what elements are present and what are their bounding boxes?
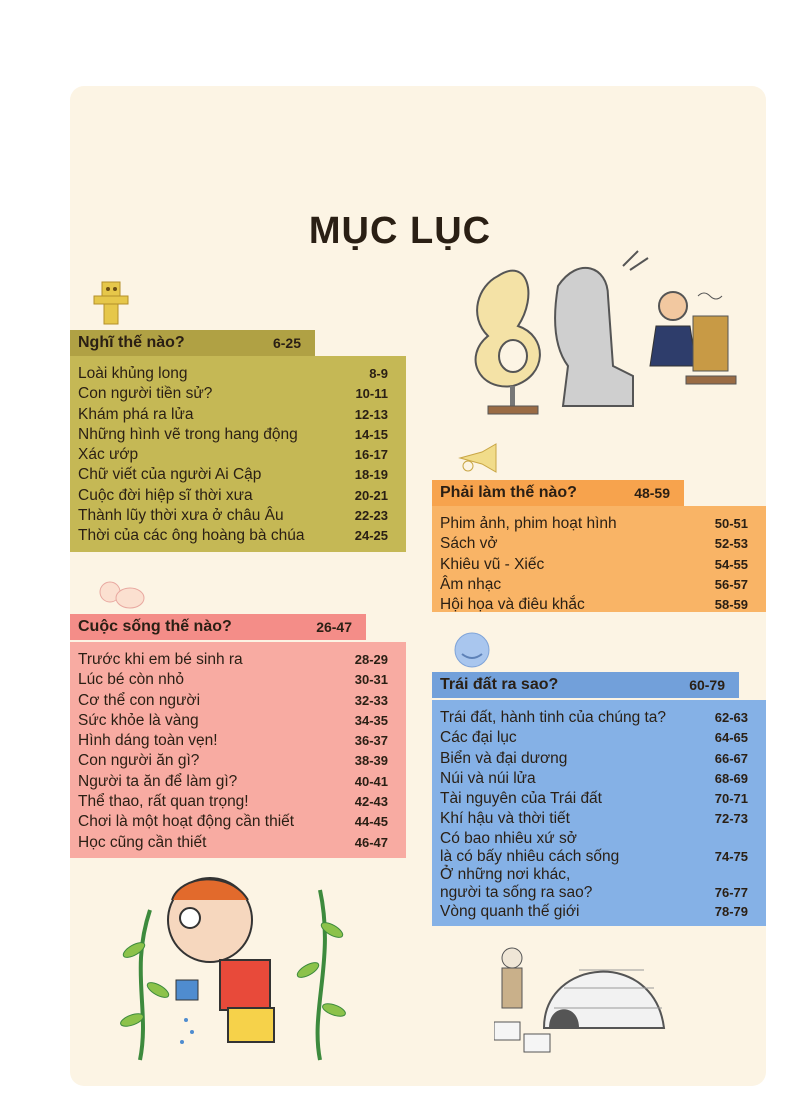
boy-watering-plants-illustration — [120, 870, 360, 1070]
toc-entry[interactable] — [78, 711, 388, 731]
toc-entry-title: Lúc bé còn nhỏ — [78, 671, 185, 689]
moon-face-illustration — [452, 630, 492, 670]
section-header-earth[interactable] — [432, 672, 739, 698]
toc-entry-pages: 8-9 — [369, 366, 388, 381]
toc-entry[interactable] — [78, 384, 388, 404]
section-list-earth — [432, 700, 766, 926]
toc-entry[interactable] — [440, 789, 748, 809]
toc-entry-pages: 58-59 — [714, 597, 748, 613]
totem-figure-illustration — [88, 276, 134, 330]
toc-entry-title: Cuộc đời hiệp sĩ thời xưa — [78, 486, 253, 504]
toc-entry[interactable] — [440, 575, 748, 595]
section-range: 6-25 — [272, 335, 301, 351]
toc-entry-title: Chữ viết của người Ai Cập — [78, 466, 262, 484]
toc-entry-pages: 74-75 — [714, 848, 748, 864]
toc-entry-pages: 32-33 — [354, 692, 388, 708]
toc-entry-title: Học cũng cần thiết — [78, 833, 207, 851]
toc-entry[interactable] — [440, 769, 748, 789]
toc-entry[interactable] — [78, 833, 388, 853]
toc-entry-pages: 30-31 — [354, 672, 388, 688]
toc-entry-title: Thành lũy thời xưa ở châu Âu — [78, 507, 284, 525]
toc-entry-title: Tài nguyên của Trái đất — [440, 790, 602, 808]
section-list-think — [70, 356, 406, 552]
section-header-life[interactable] — [70, 614, 366, 640]
toc-entry-title: Hình dáng toàn vẹn! — [78, 732, 218, 750]
toc-entry[interactable] — [440, 728, 748, 748]
toc-entry-title: Xác ướp — [78, 446, 139, 464]
toc-entry-pages: 64-65 — [714, 730, 748, 746]
igloo-eskimo-illustration — [494, 918, 674, 1068]
toc-entry[interactable] — [78, 691, 388, 711]
section-title: Cuộc sống thế nào? — [78, 618, 232, 635]
toc-entry[interactable] — [78, 465, 388, 485]
toc-entry-title: Khí hậu và thời tiết — [440, 810, 570, 828]
toc-entry-pages: 72-73 — [714, 811, 748, 827]
toc-entry-pages: 36-37 — [354, 733, 388, 749]
toc-entry-title: Thể thao, rất quan trọng! — [78, 793, 249, 811]
toc-entry[interactable] — [440, 555, 748, 575]
toc-entry-title: Sách vở — [440, 535, 498, 553]
page-title: MỤC LỤC — [308, 210, 492, 252]
toc-entry-pages: 46-47 — [354, 834, 388, 850]
toc-entry-title: Con người tiền sử? — [78, 385, 213, 403]
toc-entry-pages: 54-55 — [714, 556, 748, 572]
section-list-do — [432, 506, 766, 612]
toc-entry-title: Hội họa và điêu khắc — [440, 596, 585, 614]
toc-entry-pages: 12-13 — [354, 406, 388, 422]
toc-entry[interactable] — [78, 364, 388, 384]
toc-entry-title: Trước khi em bé sinh ra — [78, 651, 243, 668]
toc-entry-pages: 40-41 — [354, 773, 388, 789]
toc-entry-pages: 42-43 — [354, 794, 388, 810]
toc-entry-pages: 52-53 — [714, 536, 748, 552]
section-range: 48-59 — [634, 485, 670, 501]
toc-entry-title: Khiêu vũ - Xiếc — [440, 555, 545, 573]
toc-entry-title: Người ta ăn để làm gì? — [78, 772, 238, 790]
section-header-do[interactable] — [432, 480, 684, 506]
toc-entry[interactable] — [440, 514, 748, 534]
toc-entry-title: Có bao nhiêu xứ sở là có bấy nhiêu cách sống — [440, 829, 620, 865]
toc-entry-title: Thời của các ông hoàng bà chúa — [78, 527, 305, 545]
trumpet-illustration — [456, 440, 500, 476]
toc-entry-title: Chơi là một hoạt động cần thiết — [78, 813, 295, 831]
toc-entry-title: Sức khỏe là vàng — [78, 711, 199, 729]
toc-entry-title: Khám phá ra lửa — [78, 405, 194, 423]
toc-entry[interactable] — [440, 866, 748, 902]
toc-entry[interactable] — [440, 534, 748, 554]
toc-entry-title: Trái đất, hành tinh của chúng ta? — [440, 709, 667, 726]
toc-entry-pages: 34-35 — [354, 712, 388, 728]
toc-entry[interactable] — [78, 812, 388, 832]
toc-entry[interactable] — [440, 749, 748, 769]
toc-entry[interactable] — [440, 809, 748, 829]
toc-entry-pages: 38-39 — [354, 753, 388, 769]
toc-entry[interactable] — [78, 670, 388, 690]
sculpture-gallery-illustration — [458, 246, 738, 426]
section-title: Trái đất ra sao? — [440, 676, 559, 693]
toc-entry-pages: 14-15 — [354, 426, 388, 442]
toc-entry-pages: 16-17 — [354, 447, 388, 463]
toc-entry[interactable] — [440, 595, 748, 615]
section-range: 26-47 — [316, 619, 352, 635]
toc-entry-title: Phim ảnh, phim hoạt hình — [440, 515, 617, 532]
section-list-life — [70, 642, 406, 858]
toc-entry-title: Vòng quanh thế giới — [440, 902, 580, 920]
toc-entry[interactable] — [78, 445, 388, 465]
toc-entry-pages: 70-71 — [714, 791, 748, 807]
toc-entry-pages: 10-11 — [355, 386, 388, 402]
toc-entry[interactable] — [78, 425, 388, 445]
toc-entry-title: Những hình vẽ trong hang động — [78, 425, 298, 443]
toc-entry[interactable] — [440, 830, 748, 866]
toc-entry-title: Biển và đại dương — [440, 749, 568, 767]
toc-entry-title: Con người ăn gì? — [78, 752, 200, 770]
toc-entry-pages: 68-69 — [714, 770, 748, 786]
toc-entry[interactable] — [78, 486, 388, 506]
toc-entry[interactable] — [78, 772, 388, 792]
toc-entry-pages: 66-67 — [714, 750, 748, 766]
toc-entry-pages: 22-23 — [354, 508, 388, 524]
toc-entry-title: Loài khủng long — [78, 365, 188, 382]
toc-entry[interactable] — [78, 506, 388, 526]
section-title: Nghĩ thế nào? — [78, 334, 185, 351]
toc-entry[interactable] — [78, 405, 388, 425]
toc-entry-pages: 44-45 — [354, 814, 388, 830]
section-range: 60-79 — [689, 677, 725, 693]
toc-entry-pages: 28-29 — [354, 652, 388, 667]
toc-entry-pages: 20-21 — [354, 487, 388, 503]
toc-entry-pages: 50-51 — [714, 516, 748, 531]
toc-entry[interactable] — [440, 708, 748, 728]
toc-entry-pages: 62-63 — [714, 710, 748, 725]
toc-entry[interactable] — [78, 731, 388, 751]
toc-entry[interactable] — [78, 751, 388, 771]
toc-entry-title: Âm nhạc — [440, 575, 502, 593]
toc-entry-title: Núi và núi lửa — [440, 769, 536, 787]
toc-entry[interactable] — [78, 650, 388, 670]
toc-entry-title: Ở những nơi khác, người ta sống ra sao? — [440, 865, 593, 901]
toc-entry-pages: 76-77 — [714, 884, 748, 900]
toc-entry-pages: 56-57 — [714, 576, 748, 592]
toc-entry[interactable] — [78, 526, 388, 546]
toc-entry-pages: 78-79 — [714, 903, 748, 919]
toc-entry-title: Các đại lục — [440, 729, 517, 747]
baby-illustration — [96, 576, 146, 612]
toc-entry-title: Cơ thể con người — [78, 691, 201, 709]
section-header-think[interactable] — [70, 330, 315, 356]
toc-entry[interactable] — [78, 792, 388, 812]
toc-entry-pages: 24-25 — [354, 528, 388, 544]
toc-entry-pages: 18-19 — [354, 467, 388, 483]
section-title: Phải làm thế nào? — [440, 484, 577, 501]
